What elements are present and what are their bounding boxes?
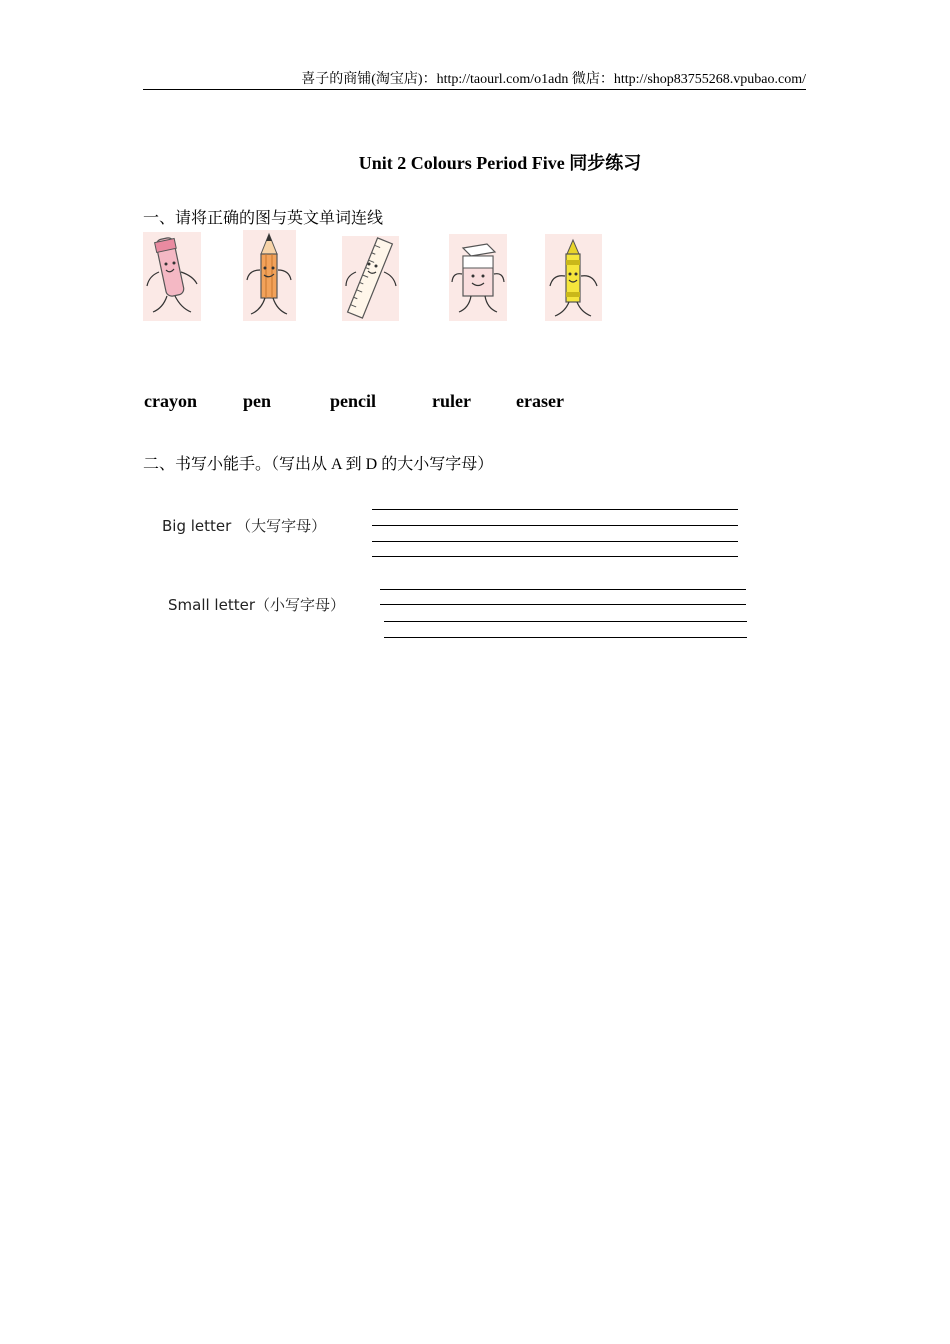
section-two-heading: 二、书写小能手。（写出从 A 到 D 的大小写字母） xyxy=(143,456,494,473)
small-letter-label: Small letter（小写字母） xyxy=(168,596,345,614)
writing-line xyxy=(380,589,746,590)
pencil-icon xyxy=(243,230,296,321)
word-ruler: ruler xyxy=(432,391,471,411)
page-title: Unit 2 Colours Period Five 同步练习 xyxy=(358,153,642,173)
writing-line xyxy=(372,556,738,557)
writing-line xyxy=(372,541,738,542)
writing-line xyxy=(384,621,747,622)
section-one-heading: 一、请将正确的图与英文单词连线 xyxy=(143,210,384,227)
pen-icon xyxy=(143,232,201,321)
writing-line xyxy=(372,509,738,510)
ruler-picture xyxy=(342,236,399,321)
big-letter-label: Big letter （大写字母） xyxy=(162,517,327,535)
ruler-icon xyxy=(342,236,399,321)
crayon-icon xyxy=(545,234,602,321)
word-eraser: eraser xyxy=(516,391,564,411)
writing-line xyxy=(384,637,747,638)
crayon-picture xyxy=(545,234,602,321)
pen-picture xyxy=(143,232,201,321)
word-pen: pen xyxy=(243,391,272,411)
page-header: 喜子的商铺(淘宝店)：http://taourl.com/o1adn 微店：http://shop83755268.vpubao.com/ xyxy=(143,70,806,90)
word-crayon: crayon xyxy=(144,391,197,411)
pencil-picture xyxy=(243,230,296,321)
eraser-picture xyxy=(449,234,507,321)
eraser-icon xyxy=(449,234,507,321)
writing-line xyxy=(380,604,746,605)
word-pencil: pencil xyxy=(330,391,377,411)
writing-line xyxy=(372,525,738,526)
